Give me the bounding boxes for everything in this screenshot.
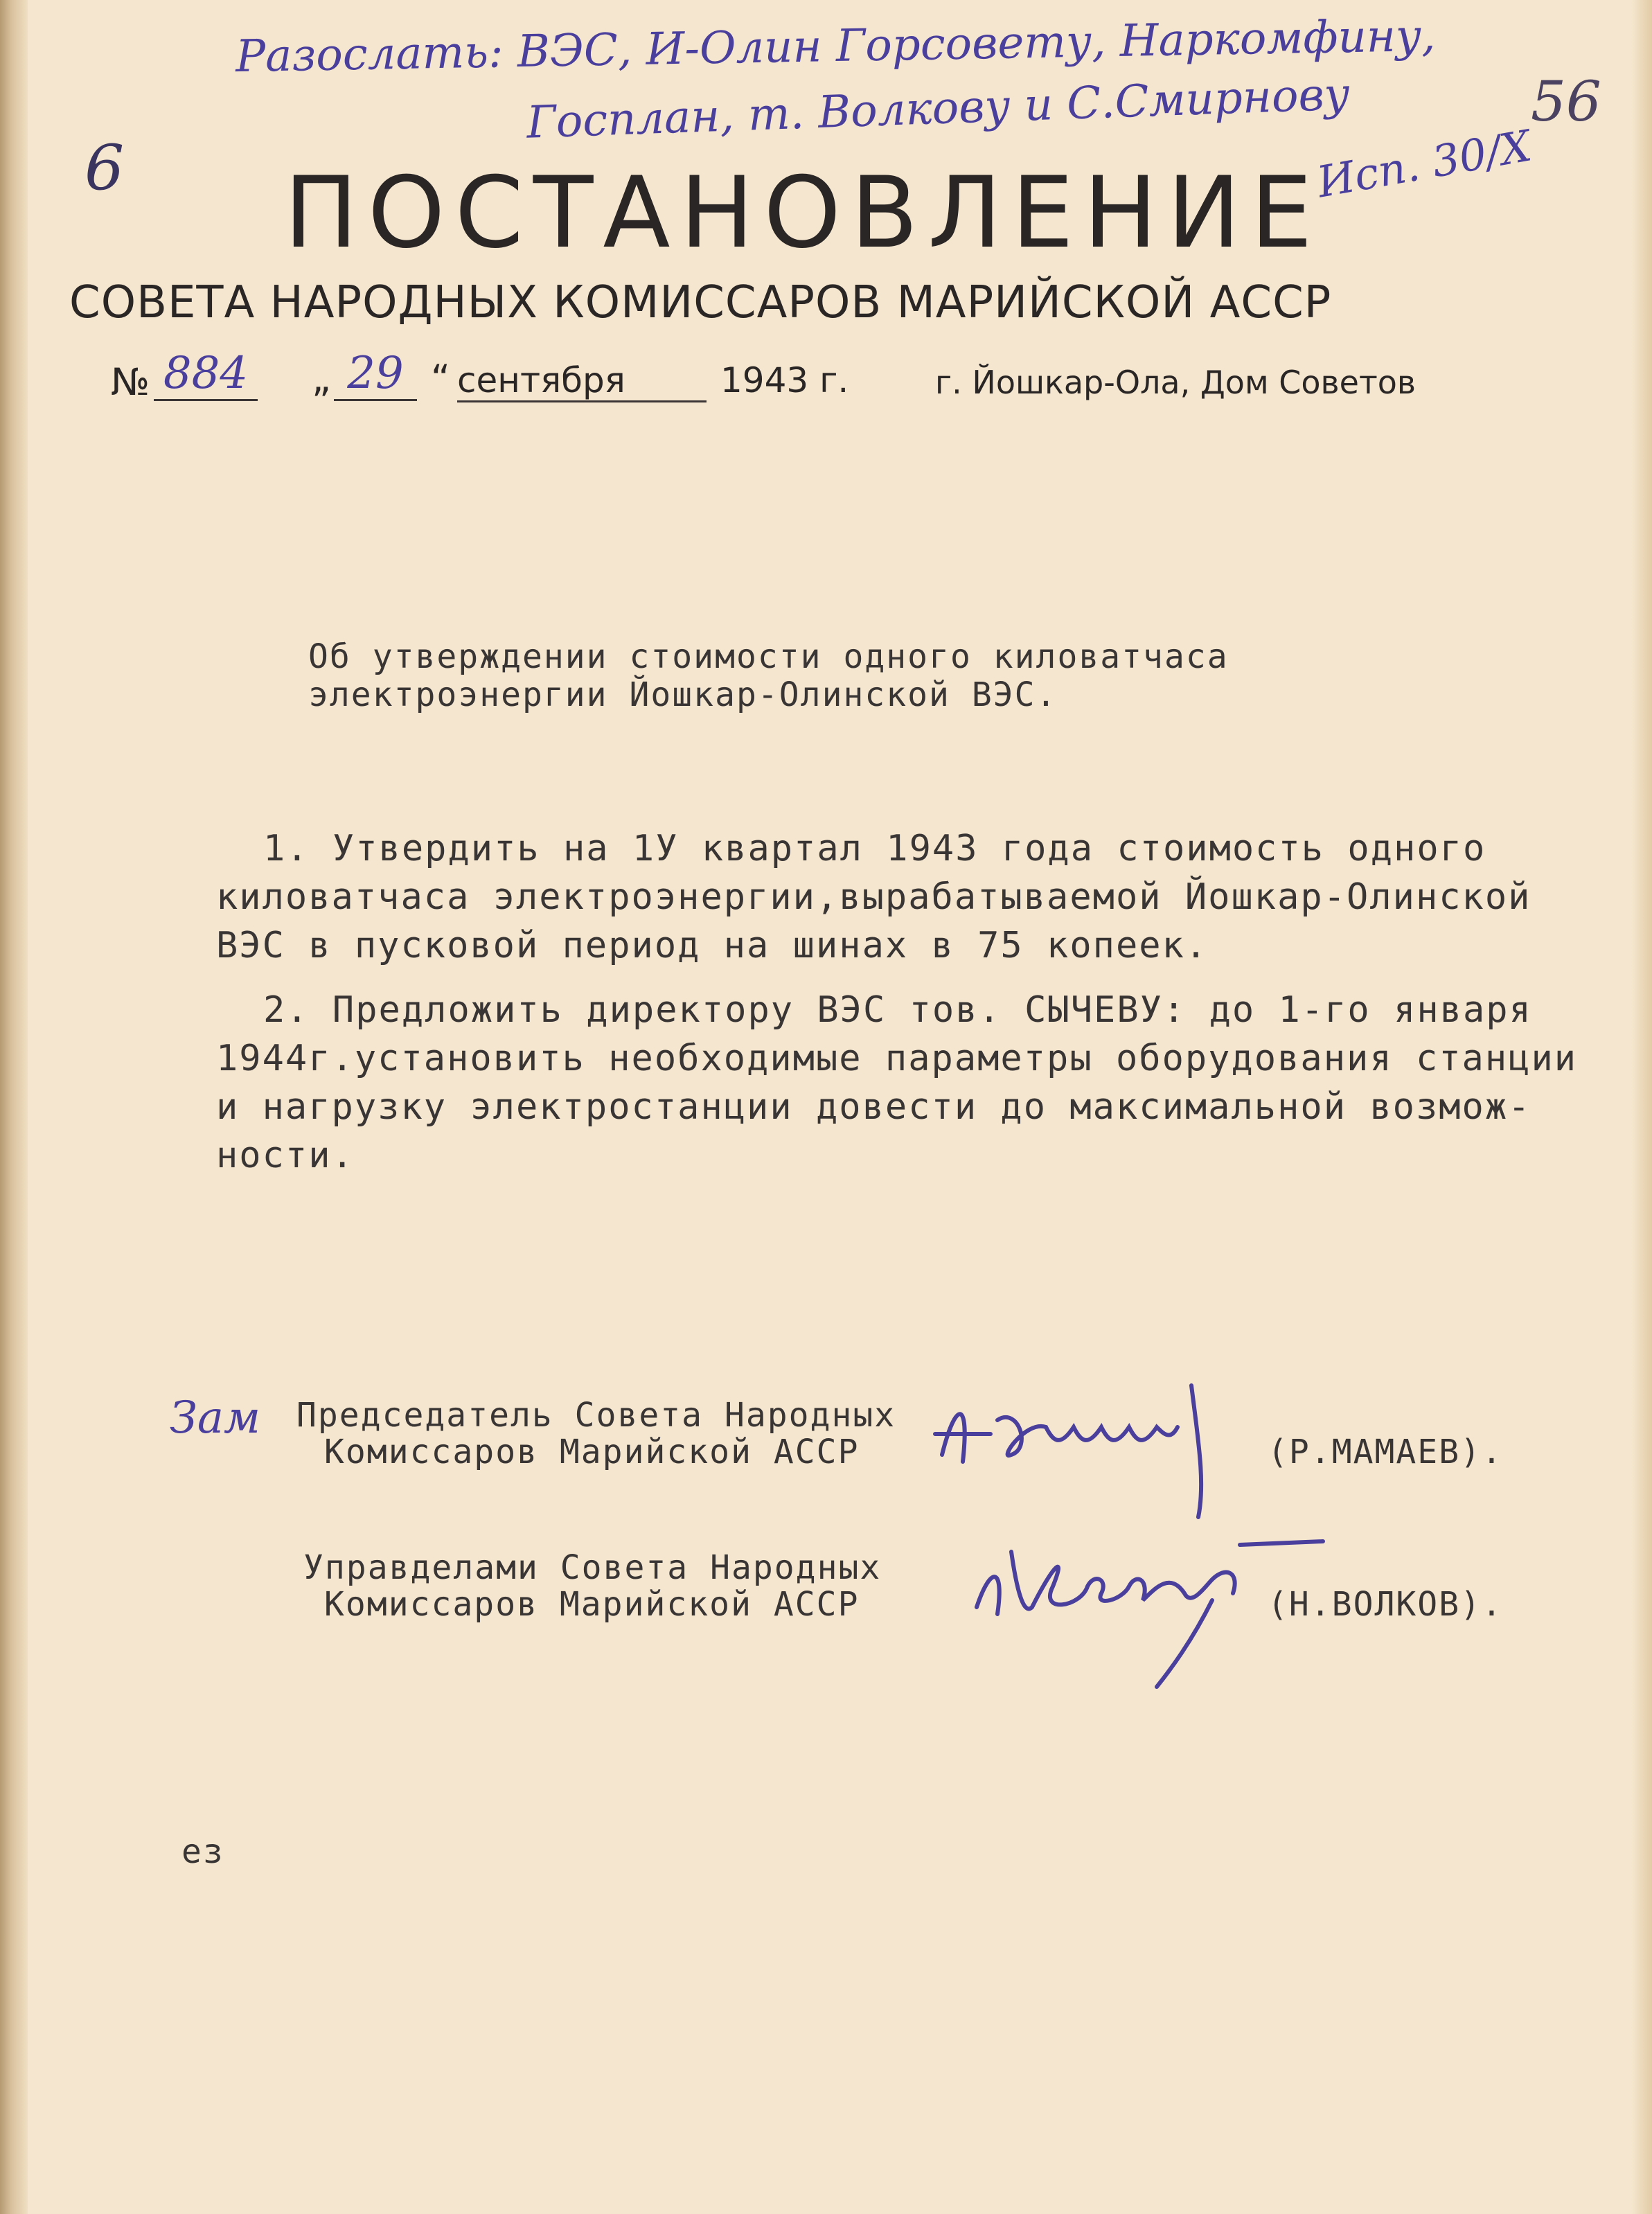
page-right-edge: [1631, 0, 1652, 2214]
affairs-name: (Н.ВОЛКОВ).: [1268, 1585, 1503, 1624]
chair-title-line2: Комиссаров Марийской АССР: [324, 1433, 860, 1471]
affairs-title-line1: Управделами Совета Народных: [303, 1548, 882, 1587]
page-subtitle: СОВЕТА НАРОДНЫХ КОМИССАРОВ МАРИЙСКОЙ АССР: [69, 277, 1332, 328]
chair-signature: [914, 1358, 1247, 1524]
affairs-title-line2: Комиссаров Марийской АССР: [324, 1585, 860, 1624]
number-value: 884: [154, 348, 258, 401]
date-open-quote: „: [312, 357, 331, 400]
handwritten-distribution-line2: Госплан, т. Волкову и С.Смирнову: [526, 69, 1351, 149]
subject-line2: электроэнергии Йошкар-Олинской ВЭС.: [308, 675, 1058, 714]
typist-initials: ез: [181, 1832, 224, 1871]
subject-line1: Об утверждении стоимости одного киловатчаса: [308, 637, 1229, 676]
item2-line2: 1944г.установить необходимые параметры оборудования станции: [216, 1038, 1578, 1079]
handwritten-corner-mark: 6: [85, 132, 125, 204]
item1-line1: 1. Утвердить на 1У квартал 1943 года стоимость одного: [263, 828, 1486, 869]
number-label: №: [111, 360, 150, 404]
affairs-signature: [963, 1510, 1392, 1690]
place-line: г. Йошкар-Ола, Дом Советов: [935, 364, 1416, 401]
item2-line1: 2. Предложить директору ВЭС тов. СЫЧЕВУ: до 1-го января: [263, 989, 1532, 1031]
item2-line4: ности.: [216, 1135, 355, 1176]
chair-title-line1: Председатель Совета Народных: [296, 1396, 896, 1435]
handwritten-zam-mark: Зам: [170, 1392, 261, 1444]
date-close-quote: “: [431, 357, 450, 400]
handwritten-distribution-line1: Разослать: ВЭС, И-Олин Горсовету, Наркомфину,: [235, 10, 1436, 83]
handwritten-execution-note: Исп. 30/Х: [1313, 120, 1536, 208]
date-day: 29: [334, 348, 417, 401]
date-month: сентября: [457, 360, 707, 402]
item2-line3: и нагрузку электростанции довести до максимальной возмож-: [216, 1086, 1531, 1128]
handwritten-page-number: 56: [1531, 69, 1601, 134]
date-year: 1943 г.: [720, 360, 849, 400]
chair-name: (Р.МАМАЕВ).: [1268, 1433, 1503, 1471]
item1-line3: ВЭС в пусковой период на шинах в 75 копеек.: [216, 925, 1209, 966]
item1-line2: киловатчаса электроэнергии,вырабатываемой Йошкар-Олинской: [216, 876, 1531, 918]
page-binding-edge: [0, 0, 28, 2214]
page-title: ПОСТАНОВЛЕНИЕ: [284, 156, 1322, 270]
